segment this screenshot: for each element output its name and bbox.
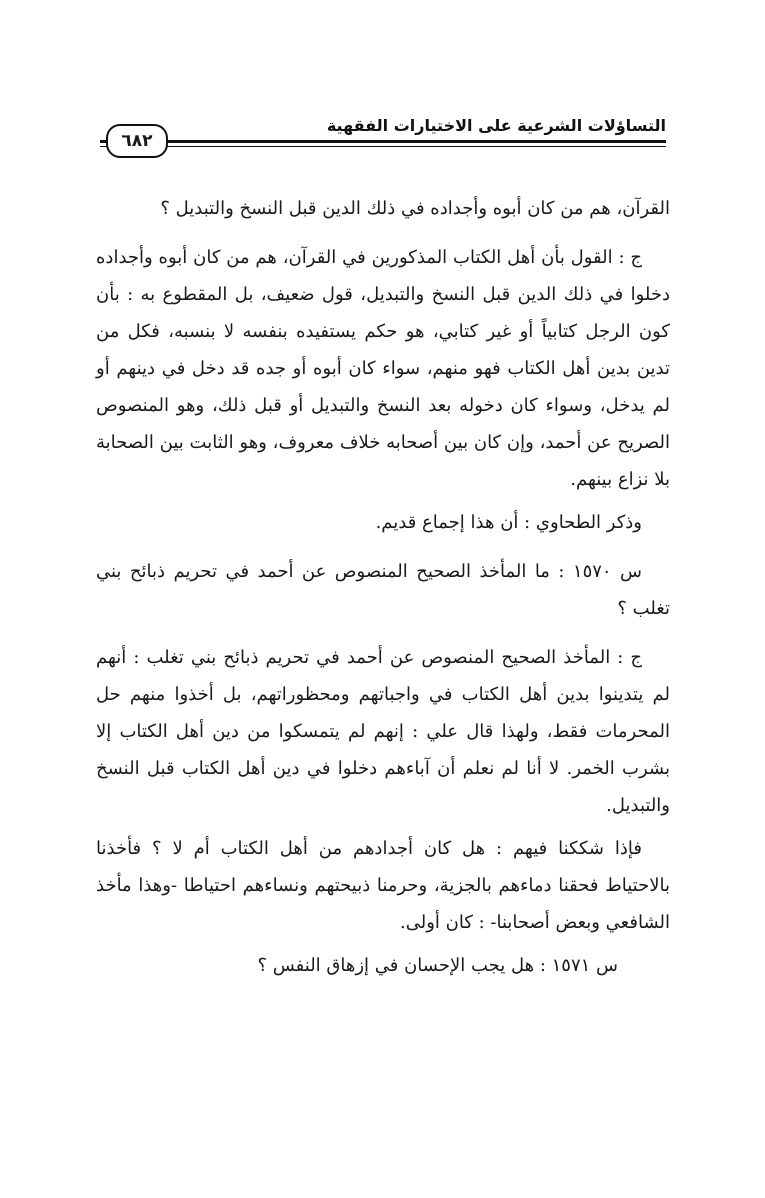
doubt-paragraph: فإذا شككنا فيهم : هل كان أجدادهم من أهل الكتاب أم لا ؟ فأخذنا بالاحتياط فحقنا دماءهم بالجزية، وحرمنا ذبيحتهم ونساءهم احتياطا -وهذا مأخذ الشافعي وبعض أصحابنا- : كان أولى. (96, 838, 670, 933)
question-1571: س ١٥٧١ : هل يجب الإحسان في إزهاق النفس ؟ (257, 955, 618, 976)
tahawi-note-paragraph: وذكر الطحاوي : أن هذا إجماع قديم. (375, 512, 642, 533)
answer-paragraph: ج : القول بأن أهل الكتاب المذكورين في القرآن، هم من كان أبوه وأجداده دخلوا في ذلك الدين قبل النسخ والتبديل، قول ضعيف، بل المقطوع به : بأن كون الرجل كتابياً أو غير كتابي، هو حكم يستفيده بنفسه لا بنسبه، فكل من تدين بدين أهل الكتاب فهو منهم، سواء كان أبوه أو جده قد دخل في دينهم أو لم يدخل، وسواء كان دخوله بعد النسخ والتبديل أو قبل ذلك، وهو المنصوص الصريح عن أحمد، وإن كان بين أصحابه خلاف معروف، وهو الثابت بين الصحابة بلا نزاع بينهم. (96, 247, 670, 490)
question-1570: س ١٥٧٠ : ما المأخذ الصحيح المنصوص عن أحمد في تحريم ذبائح بني تغلب ؟ (96, 561, 670, 619)
answer-1570: ج : المأخذ الصحيح المنصوص عن أحمد في تحريم ذبائح بني تغلب : أنهم لم يتدينوا بدين أهل الكتاب في واجباتهم ومحظوراتهم، بل أخذوا منهم حل المحرمات فقط، ولهذا قال علي : إنهم لم يتمسكوا من دين أهل الكتاب إلا بشرب الخمر. لا أنا لم نعلم أن آباءهم دخلوا في دين أهل الكتاب قبل النسخ والتبديل. (96, 647, 670, 816)
paragraph-continuation: القرآن، هم من كان أبوه وأجداده في ذلك الدين قبل النسخ والتبديل ؟ (160, 198, 670, 219)
page-header (100, 96, 666, 162)
header-rule-thick (100, 140, 666, 143)
body-text (96, 190, 670, 984)
page-number: ٦٨٢ (106, 124, 168, 158)
running-title: التساؤلات الشرعية على الاختيارات الفقهية (326, 116, 666, 135)
header-rule-thin (100, 146, 666, 147)
